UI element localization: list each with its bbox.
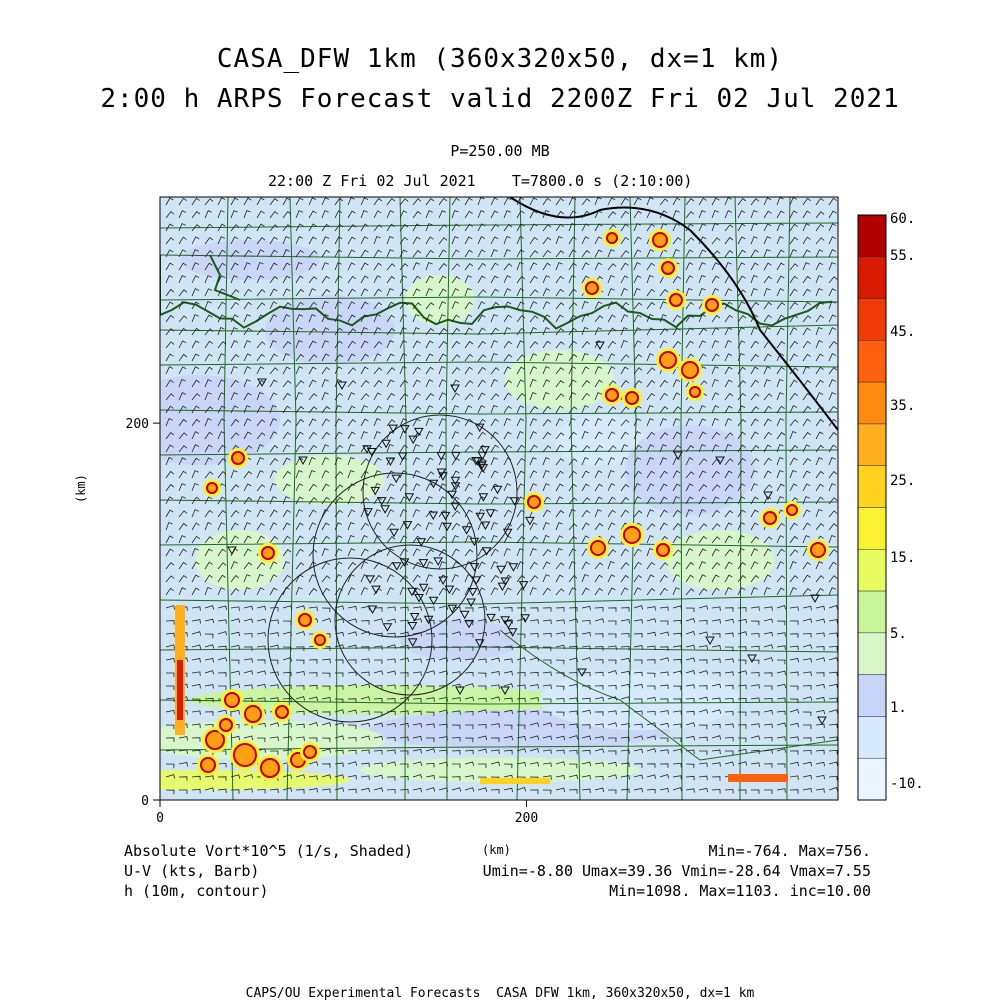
colorbar-swatch — [858, 466, 886, 508]
shading-patch — [135, 720, 385, 760]
colorbar-swatch — [858, 257, 886, 299]
y-axis-label: (km) — [74, 474, 88, 503]
colorbar — [858, 211, 924, 800]
footer-left-line-3: h (10m, contour) — [124, 882, 269, 900]
footer-left-line-1: Absolute Vort*10^5 (1/s, Shaded) — [124, 842, 413, 860]
map-plot-area — [50, 197, 838, 800]
title-line-2: 2:00 h ARPS Forecast valid 2200Z Fri 02 Jul 2021 — [100, 84, 900, 114]
colorbar-label: 15. — [890, 550, 916, 566]
valid-time-label: 22:00 Z Fri 02 Jul 2021 T=7800.0 s (2:10:00) — [268, 172, 693, 190]
footer-right-line-1: Min=-764. Max=756. — [708, 842, 871, 860]
shading-patch — [180, 240, 320, 280]
y-tick-label: 200 — [125, 417, 149, 433]
colorbar-swatch — [858, 549, 886, 591]
colorbar-swatch — [858, 340, 886, 382]
colorbar-label: 5. — [890, 626, 907, 642]
shading-patch — [405, 275, 475, 325]
colorbar-swatch — [858, 508, 886, 550]
colorbar-label: 35. — [890, 398, 916, 414]
colorbar-swatch — [858, 675, 886, 717]
shading-patch — [265, 295, 395, 365]
colorbar-swatch — [858, 299, 886, 341]
colorbar-label: -10. — [890, 776, 924, 792]
colorbar-swatch — [858, 591, 886, 633]
x-tick-label: 200 — [514, 811, 539, 826]
colorbar-label: 1. — [890, 700, 907, 716]
vort-band — [177, 660, 183, 720]
colorbar-swatch — [858, 215, 886, 257]
footer-left-line-2: U-V (kts, Barb) — [124, 862, 260, 880]
x-axis-label: (km) — [482, 843, 511, 857]
colorbar-label: 55. — [890, 248, 916, 264]
vort-band — [480, 778, 550, 784]
shading-patch — [540, 670, 740, 730]
y-tick-label: 0 — [141, 794, 149, 809]
footer-right-line-2: Umin=-8.80 Umax=39.36 Vmin=-28.64 Vmax=7.55 — [482, 862, 871, 880]
bottom-credit: CAPS/OU Experimental Forecasts CASA DFW 1km, 360x320x50, dx=1 km — [245, 986, 755, 1001]
pressure-level-label: P=250.00 MB — [450, 142, 550, 160]
colorbar-swatch — [858, 758, 886, 800]
shading-patch — [625, 425, 755, 515]
colorbar-swatch — [858, 424, 886, 466]
footer-right-line-3: Min=1098. Max=1103. inc=10.00 — [609, 882, 871, 900]
colorbar-label: 45. — [890, 324, 916, 340]
colorbar-swatch — [858, 382, 886, 424]
colorbar-label: 60. — [890, 211, 916, 227]
shading-patch — [400, 620, 520, 660]
colorbar-swatch — [858, 633, 886, 675]
vort-band — [728, 774, 788, 782]
x-tick-label: 0 — [156, 811, 164, 826]
title-line-1: CASA_DFW 1km (360x320x50, dx=1 km) — [216, 44, 784, 74]
colorbar-swatch — [858, 716, 886, 758]
colorbar-label: 25. — [890, 473, 916, 489]
